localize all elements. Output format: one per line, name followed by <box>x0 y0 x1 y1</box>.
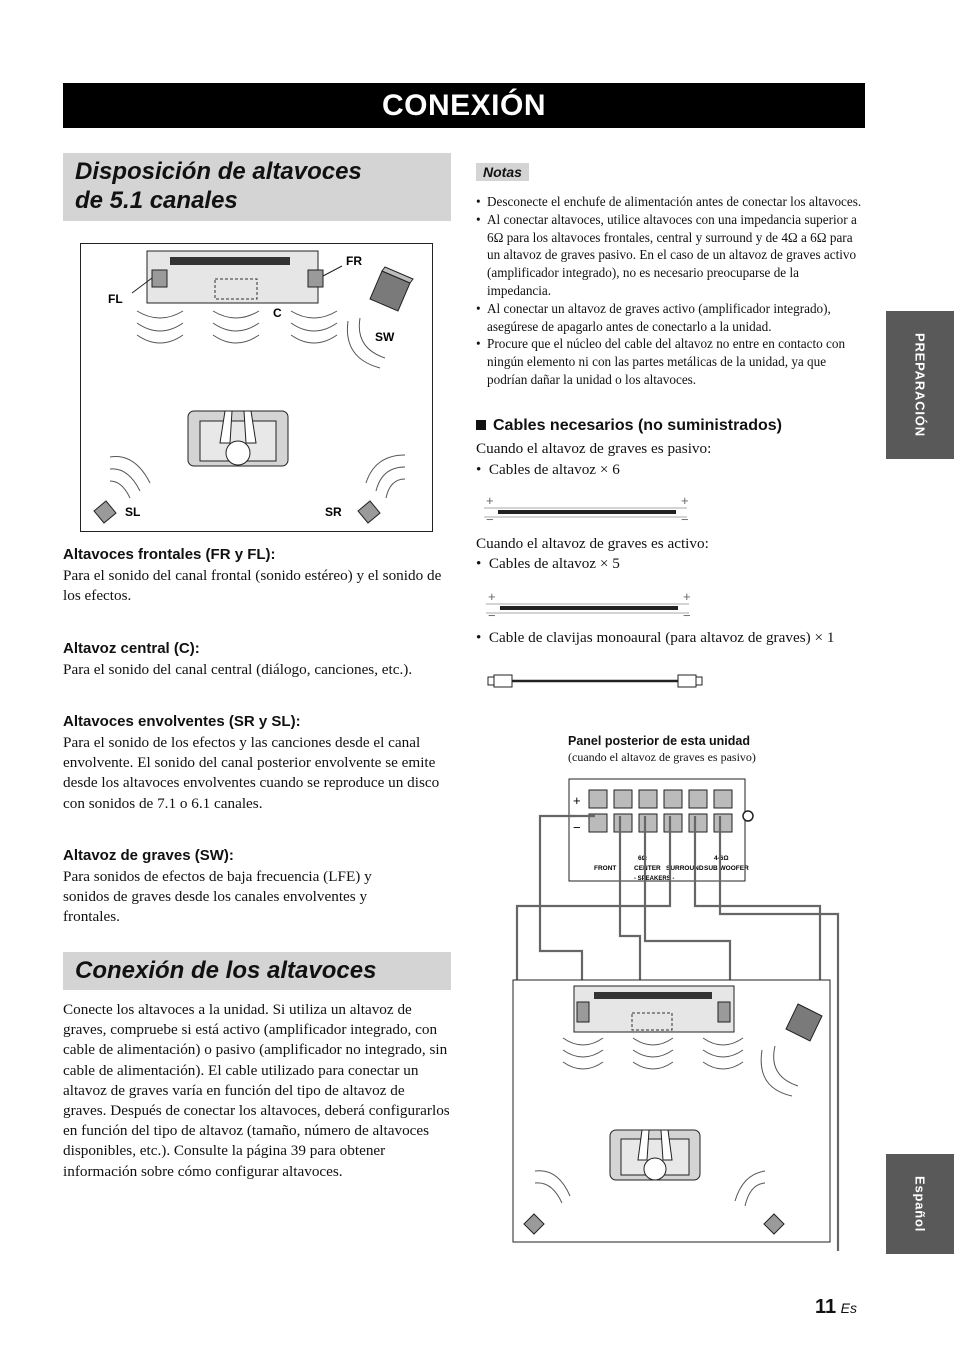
terminal-label-subwoofer: SUB WOOFER <box>704 865 749 872</box>
def-term-front: Altavoces frontales (FR y FL): <box>63 546 276 563</box>
rca-cable-icon <box>486 671 708 691</box>
notes-label: Notas <box>476 163 529 181</box>
mono-item: • Cable de clavijas monoaural (para altavoz de graves) × 1 <box>476 629 835 646</box>
label-sw: SW <box>375 330 395 344</box>
mono-item-text: Cable de clavijas monoaural (para altavoz de graves) × 1 <box>488 629 835 646</box>
definition-center <box>63 640 451 680</box>
section-heading-line1: Disposición de altavoces <box>75 158 362 185</box>
note-item: • Al conectar un altavoz de graves activo (amplificador integrado), asegúrese de apagarlo antes de conectarlo a la unidad. <box>476 300 866 336</box>
minus-sign: − <box>486 512 494 525</box>
terminal-label-front: FRONT <box>594 865 617 872</box>
speaker-cable-icon <box>480 493 695 525</box>
active-item-text: Cables de altavoz × 5 <box>488 555 620 572</box>
label-sr: SR <box>325 505 342 519</box>
page-title: CONEXIÓN <box>63 83 865 128</box>
def-desc-surround: Para el sonido de los efectos y las canciones desde el canal envolvente. El sonido del canal posterior envolvente se emite desde los altavoces envolventes cuando se reproduce un disco con sonidos de 7.1 o 6.1 canales. <box>63 734 440 812</box>
passive-intro: Cuando el altavoz de graves es pasivo: <box>476 440 712 457</box>
side-tab-language: Español <box>886 1154 954 1254</box>
def-term-subwoofer: Altavoz de graves (SW): <box>63 847 234 864</box>
def-desc-center: Para el sonido del canal central (diálogo, canciones, etc.). <box>63 661 413 678</box>
active-item: • Cables de altavoz × 5 <box>476 555 620 572</box>
label-fl: FL <box>108 292 123 306</box>
panel-minus-sign: − <box>573 820 581 835</box>
note-item: • Procure que el núcleo del cable del altavoz no entre en contacto con ningún elemento ni con las partes metálicas de la unidad, ya que podrían dañar la unidad o los altavoces. <box>476 335 866 388</box>
terminal-label-speakers: - SPEAKERS - <box>634 876 675 882</box>
page-number-value: 11 <box>815 1296 837 1318</box>
square-bullet-icon <box>476 420 486 430</box>
passive-item: • Cables de altavoz × 6 <box>476 461 620 478</box>
front-left-speaker-icon <box>152 270 167 287</box>
tv-icon <box>147 251 318 303</box>
side-tab-section: PREPARACIÓN <box>886 311 954 459</box>
plus-sign: + <box>488 589 496 604</box>
plus-sign: + <box>683 589 691 604</box>
speaker-cable-icon <box>482 589 697 621</box>
page-lang-code: Es <box>840 1300 857 1316</box>
label-c: C <box>273 306 282 320</box>
terminal-label-ohm-front: 6Ω <box>638 855 647 862</box>
section-heading-connection: Conexión de los altavoces <box>63 952 451 990</box>
plus-sign: + <box>681 493 689 508</box>
def-term-center: Altavoz central (C): <box>63 640 200 657</box>
terminal-label-surround: SURROUND <box>666 865 704 872</box>
note-item: • Al conectar altavoces, utilice altavoces con una impedancia superior a 6Ω para los altavoces frontales, central y surround y de 4Ω a 6Ω para un altavoz de graves pasivo. En el caso de un altavoz de graves activo (amplificador integrado), no es necesario preocuparse de la impedancia. <box>476 211 866 300</box>
rear-panel-title: Panel posterior de esta unidad <box>568 734 750 748</box>
section-heading-speaker-layout <box>63 153 451 221</box>
minus-sign: − <box>488 608 496 621</box>
definitions-list <box>63 546 451 606</box>
minus-sign: − <box>683 608 691 621</box>
connection-diagram <box>500 776 845 1251</box>
plus-sign: + <box>486 493 494 508</box>
minus-sign: − <box>681 512 689 525</box>
label-fr: FR <box>346 254 362 268</box>
def-desc-subwoofer: Para sonidos de efectos de baja frecuencia (LFE) y sonidos de graves desde los canales envolventes y frontales. <box>63 868 372 926</box>
connection-body-text: Conecte los altavoces a la unidad. Si utiliza un altavoz de graves, compruebe si está activo (amplificador integrado, con cable de alimentación) o pasivo (amplificador no integrado, sin cable de alimentación). El cable utilizado para conectar un altavoz de graves varía en función del tipo de altavoz de graves. Después de conectar los altavoces, deberá configurarlos en función del tipo de altavoz (tamaño, número de altavoces disponibles, etc.). Consulte la página 39 para obtener información sobre cómo configurar altavoces. <box>63 1001 450 1180</box>
definition-surround <box>63 713 451 814</box>
def-desc-front: Para el sonido del canal frontal (sonido estéreo) y el sonido de los efectos. <box>63 567 442 605</box>
note-item: • Desconecte el enchufe de alimentación antes de conectar los altavoces. <box>476 193 866 211</box>
rear-panel <box>569 779 753 882</box>
label-sl: SL <box>125 505 141 519</box>
listener-icon <box>188 411 288 466</box>
front-right-speaker-icon <box>308 270 323 287</box>
terminal-label-ohm-sub: 4-6Ω <box>714 855 729 862</box>
cables-heading <box>476 417 866 435</box>
terminal-label-center: CENTER <box>634 865 661 872</box>
passive-item-text: Cables de altavoz × 6 <box>488 461 620 478</box>
def-term-surround: Altavoces envolventes (SR y SL): <box>63 713 301 730</box>
section-heading-line2: de 5.1 canales <box>75 187 238 214</box>
rear-panel-subtitle: (cuando el altavoz de graves es pasivo) <box>568 750 756 764</box>
speaker-layout-diagram <box>80 243 434 533</box>
active-intro: Cuando el altavoz de graves es activo: <box>476 535 709 552</box>
page-number <box>815 1296 857 1319</box>
panel-plus-sign: + <box>573 793 581 808</box>
definition-subwoofer <box>63 847 408 928</box>
cables-heading-text: Cables necesarios (no suministrados) <box>493 417 782 434</box>
notes-list <box>476 193 866 389</box>
